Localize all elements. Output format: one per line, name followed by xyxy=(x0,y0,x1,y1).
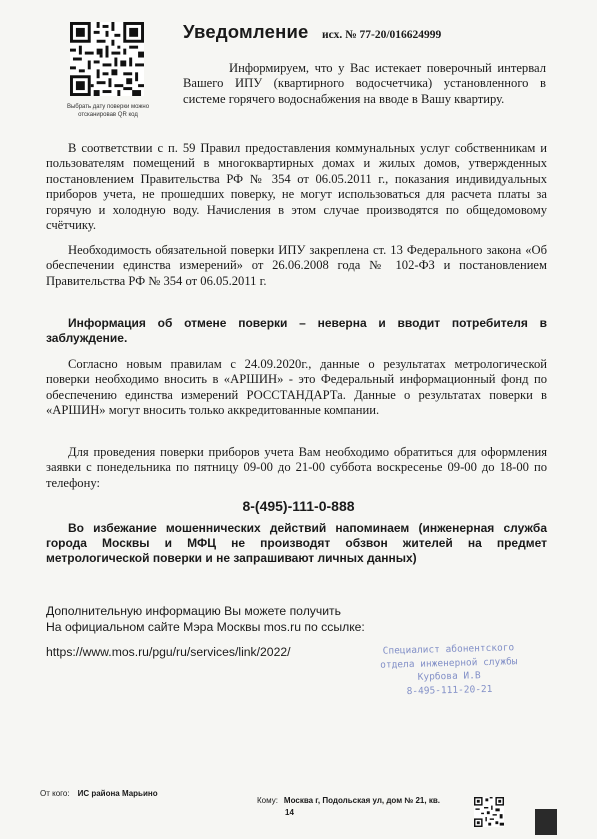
recipient-label: Кому: xyxy=(257,796,278,805)
recipient-address: Москва г, Подольская ул, дом № 21, кв. xyxy=(283,796,440,805)
sender xyxy=(40,789,158,798)
paragraph-intro: Информируем, что у Вас истекает поверочный интервал Вашего ИПУ (квартирного водосчетчика) установленного в системе горячего водоснабжения на вводе в Вашу квартиру. xyxy=(183,61,546,106)
additional-info-line1: Дополнительную информацию Вы можете получить xyxy=(46,604,341,618)
specialist-stamp xyxy=(373,641,524,699)
sender-label: От кого: xyxy=(40,789,70,798)
paragraph-warning: Информация об отмене поверки – неверна и вводит потребителя в заблуждение. xyxy=(46,316,547,346)
reference-number: исх. № 77-20/016624999 xyxy=(322,29,442,41)
stamp-line1: Специалист абонентского xyxy=(382,642,515,657)
stamp-line4: 8-495-111-20-21 xyxy=(406,683,493,697)
paragraph-law: Необходимость обязательной поверки ИПУ закреплена ст. 13 Федерального закона «Об обеспечении единства измерений» от 26.06.2008 года № 102-ФЗ и постановлением Правительства РФ № 354 от 06.05.2011 г. xyxy=(46,243,547,288)
corner-mark xyxy=(535,809,557,835)
paragraph-arshin: Согласно новым правилам с 24.09.2020г., данные о результатах метрологической поверки необходимо вносить в «АРШИН» - это Федеральный информационный фонд по обеспечению единства измерений РОССТАНДАРТа. Данные о результатах поверки в «АРШИН» могут вносить только аккредитованные компании. xyxy=(46,357,547,418)
qr-caption: Выбрать дату поверки можно отсканировав QR код xyxy=(66,104,150,118)
recipient-apartment: 14 xyxy=(285,808,294,817)
stamp-line3: Курбова И.В xyxy=(417,670,481,683)
qr-code-icon[interactable] xyxy=(70,22,144,96)
info-link[interactable]: https://www.mos.ru/pgu/ru/services/link/2022/ xyxy=(46,645,291,659)
recipient xyxy=(257,795,440,819)
additional-info-line2: На официальном сайте Мэра Москвы mos.ru по ссылке: xyxy=(46,620,365,634)
stamp-line2: отдела инженерной службы xyxy=(380,655,518,671)
page-title: Уведомление xyxy=(183,21,309,42)
paragraph-rules: В соответствии с п. 59 Правил предоставления коммунальных услуг собственникам и пользователям помещений в многоквартирных домах и жилых домов, утвержденных постановлением Правительства РФ № 354 от 06.05.2011 г., показания индивидуальных приборов учета, не прошедших поверку, не могут использоваться для расчета платы за горячую и холодную воду. Начисления в этом случае производятся по общедомовому счётчику. xyxy=(46,141,547,233)
small-qr-code-icon xyxy=(474,797,504,827)
phone-number: 8-(495)-111-0-888 xyxy=(242,498,355,514)
paragraph-fraud-notice: Во избежание мошеннических действий напоминаем (инженерная служба города Москвы и МФЦ не производят обзвон жителей на предмет метрологической поверки и не запрашивают личных данных) xyxy=(46,521,547,565)
sender-value: ИС района Марьино xyxy=(77,789,158,798)
paragraph-schedule: Для проведения поверки приборов учета Вам необходимо обратиться для оформления заявки с понедельника по пятницу 09-00 до 21-00 суббота воскресенье 09-00 до 18-00 по телефону: xyxy=(46,445,547,490)
